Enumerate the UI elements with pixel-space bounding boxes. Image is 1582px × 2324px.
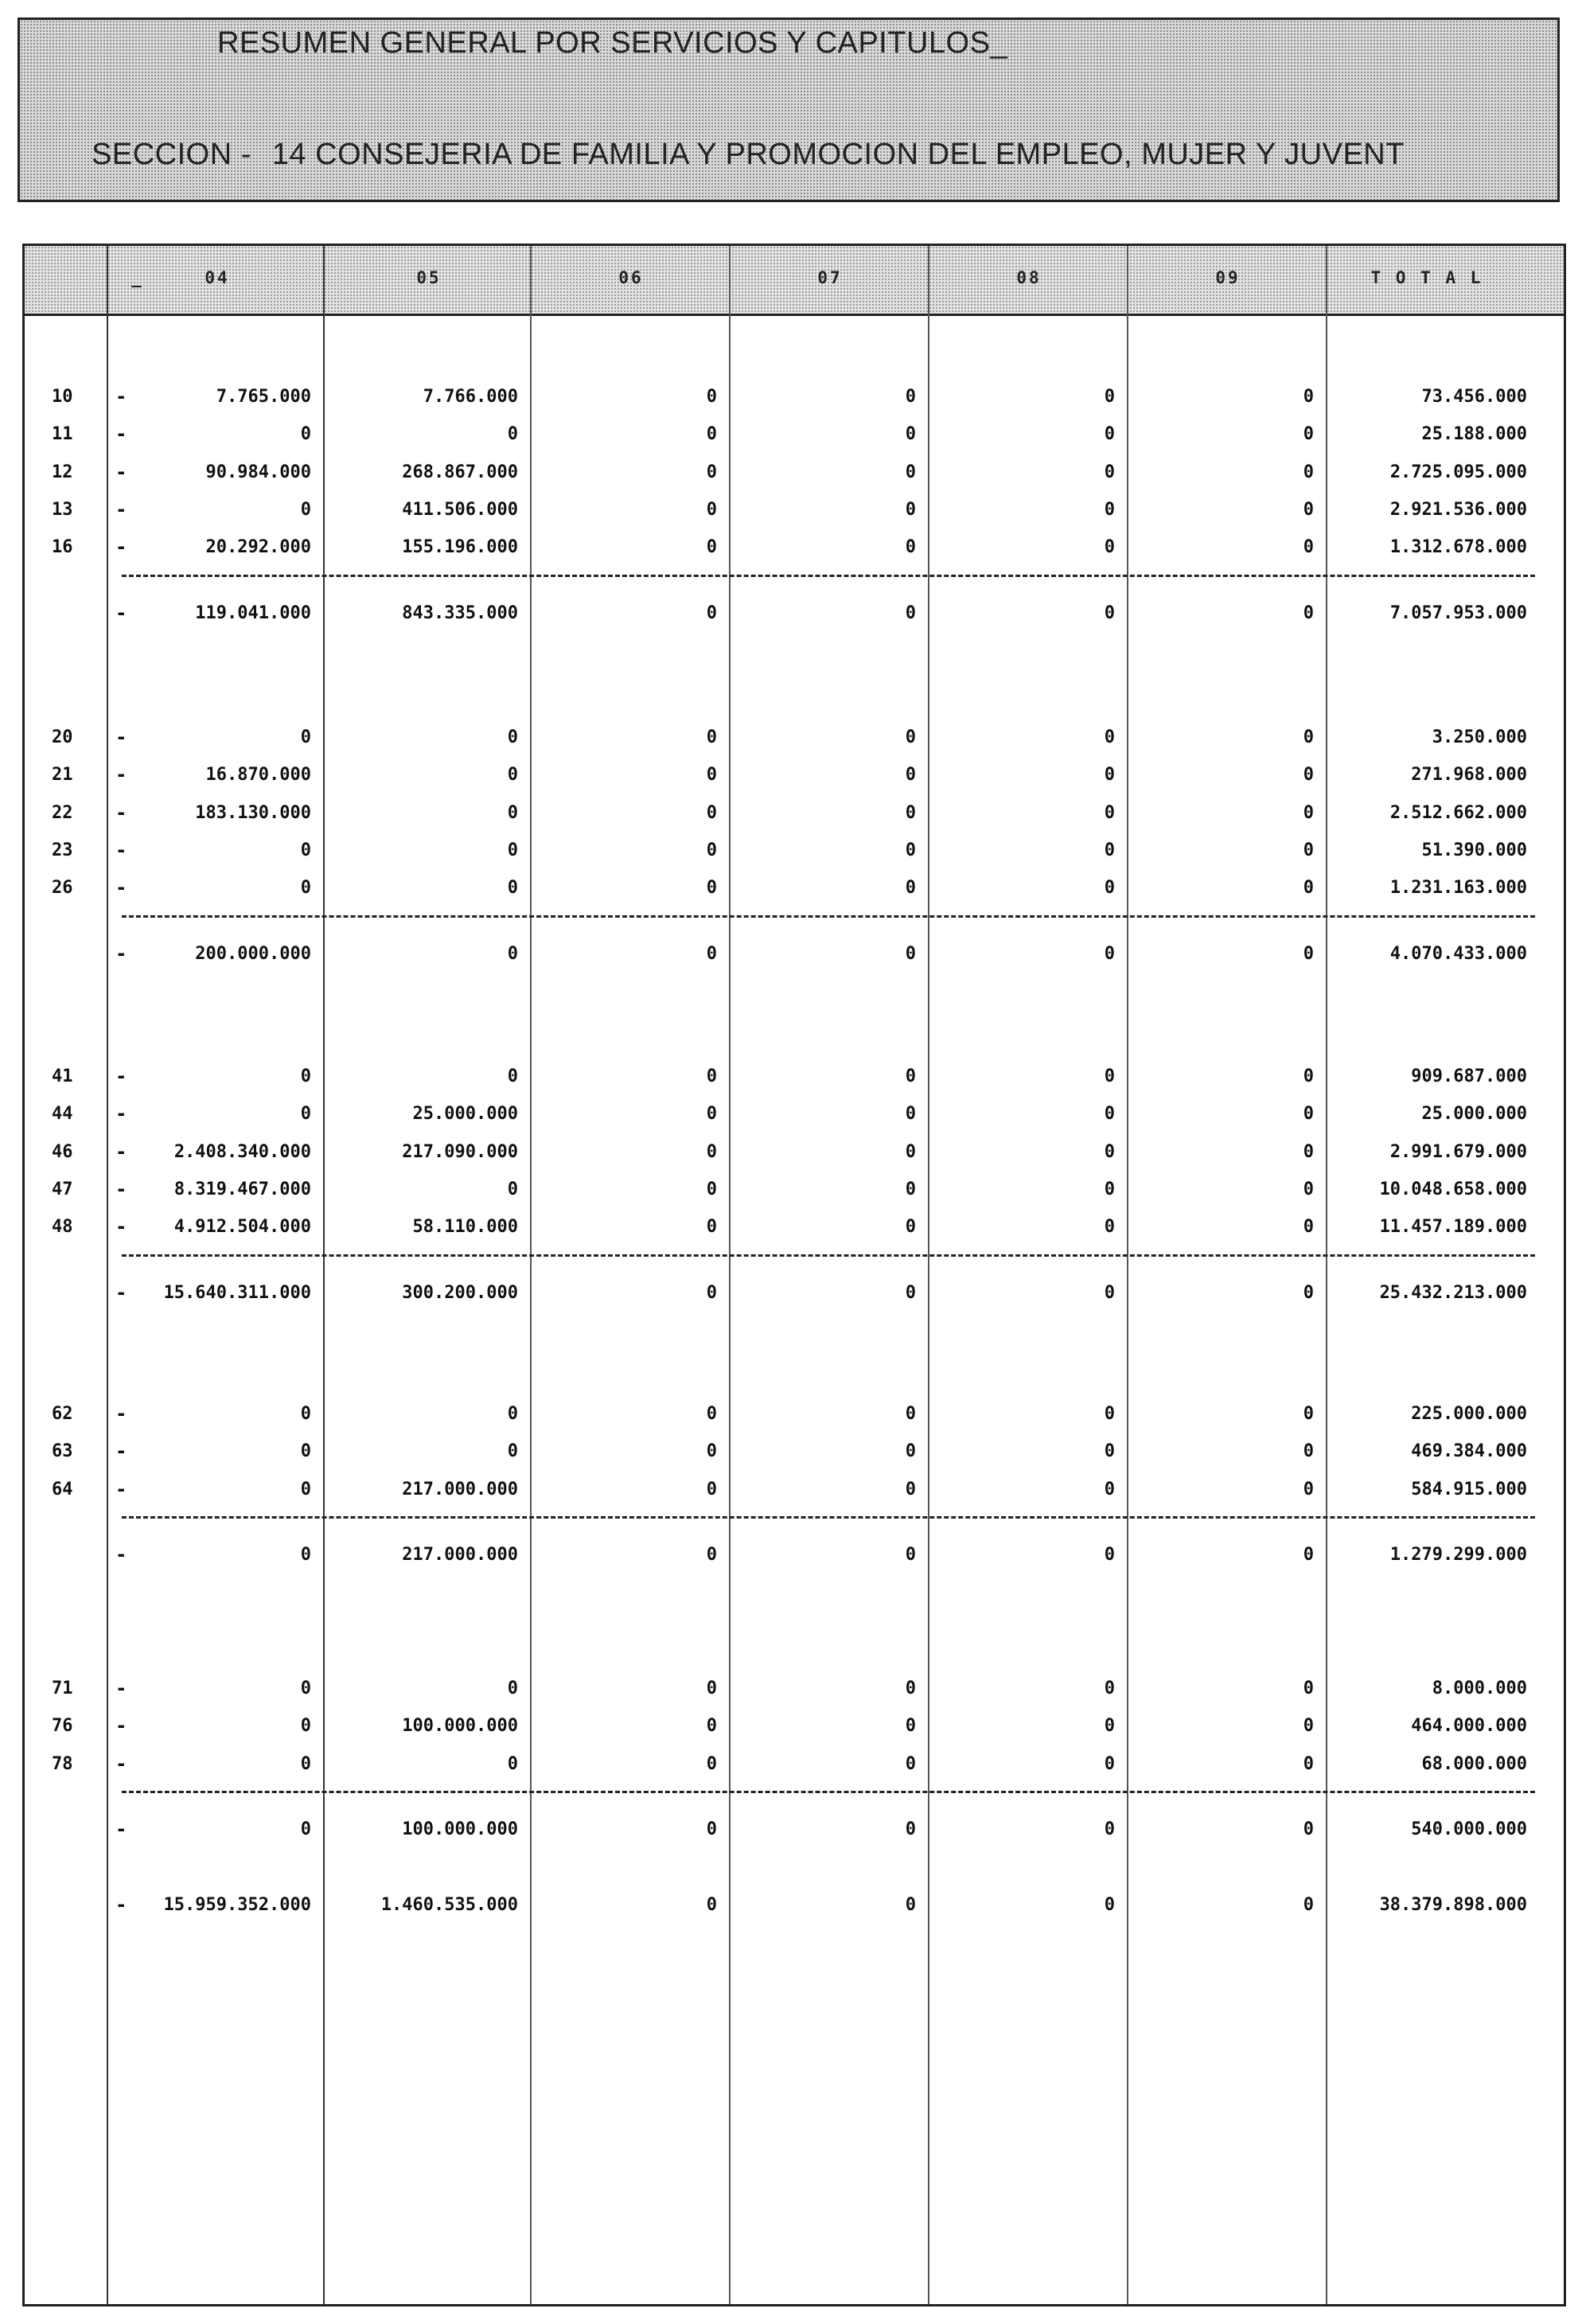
table-row-value: 90.984.000 — [205, 462, 311, 482]
report-title: RESUMEN GENERAL POR SERVICIOS Y CAPITULOS_ — [217, 26, 1008, 60]
table-row-value: 0 — [1303, 424, 1314, 445]
table-row-value: 0 — [905, 1479, 916, 1499]
grand-total-row-value: 1.460.535.000 — [380, 1894, 518, 1915]
table-row-value: 0 — [507, 1066, 518, 1086]
table-row-value: 0 — [507, 765, 518, 786]
subtotal-row-value: 0 — [905, 943, 916, 964]
subtotal-row-value: 200.000.000 — [195, 943, 311, 964]
table-row-value: 0 — [300, 1679, 311, 1698]
table-row-value: 0 — [507, 1441, 518, 1462]
subtotal-separator — [122, 915, 1535, 918]
subtotal-separator — [122, 1791, 1535, 1793]
table-row-value: 0 — [1104, 802, 1115, 823]
row-code: 62 — [52, 1404, 73, 1424]
row-dash: - — [115, 1281, 127, 1304]
row-dash: - — [115, 1752, 127, 1775]
subtotal-row-value: 0 — [706, 1544, 717, 1565]
subtotal-row-value: 0 — [905, 1819, 916, 1839]
table-row-value: 0 — [1104, 840, 1115, 860]
table-row-value: 0 — [1303, 727, 1314, 747]
table-row-value: 58.110.000 — [412, 1217, 518, 1238]
subtotal-row-value: 0 — [706, 1282, 717, 1303]
table-row-value: 0 — [706, 499, 717, 520]
table-row-value: 16.870.000 — [205, 765, 311, 786]
report-header — [18, 18, 1560, 202]
subtotal-row-value: 0 — [1104, 943, 1115, 964]
table-row-value: 225.000.000 — [1411, 1404, 1527, 1424]
row-code: 71 — [52, 1679, 73, 1698]
table-row-value: 73.456.000 — [1421, 387, 1527, 407]
subtotal-row-value: 843.335.000 — [402, 602, 518, 623]
table-row-value: 0 — [706, 802, 717, 823]
table-row-value: 2.991.679.000 — [1389, 1141, 1527, 1162]
table-row-value: 0 — [1303, 1141, 1314, 1162]
table-row-value: 0 — [706, 1441, 717, 1462]
table-row-value: 0 — [706, 727, 717, 747]
table-row-value: 0 — [1303, 840, 1314, 860]
table-row-value: 0 — [1104, 462, 1115, 482]
subtotal-row-value: 0 — [706, 1819, 717, 1839]
table-row-value: 0 — [706, 1066, 717, 1086]
table-row-value: 0 — [905, 1441, 916, 1462]
row-code: 78 — [52, 1753, 73, 1774]
table-row-value: 0 — [507, 802, 518, 823]
row-dash: - — [115, 1477, 127, 1500]
table-row-value: 0 — [706, 1179, 717, 1199]
table-row-value: 0 — [1303, 1679, 1314, 1698]
table-row-value: 7.765.000 — [216, 387, 311, 407]
table-row-value: 0 — [1303, 1066, 1314, 1086]
table-row-value: 0 — [1104, 727, 1115, 747]
table-row-value: 0 — [706, 1679, 717, 1698]
row-dash: - — [115, 1140, 127, 1163]
table-row-value: 0 — [905, 840, 916, 860]
table-row-value: 0 — [905, 1104, 916, 1125]
table-row-value: 0 — [507, 840, 518, 860]
subtotal-separator — [122, 575, 1535, 577]
table-row-value: 0 — [1104, 1066, 1115, 1086]
row-code: 10 — [52, 387, 73, 407]
row-dash: - — [115, 1065, 127, 1087]
table-row-value: 0 — [1303, 878, 1314, 899]
grand-total-row-value: 15.959.352.000 — [163, 1894, 311, 1915]
table-row-value: 0 — [1303, 1716, 1314, 1737]
subtotal-row-value: 7.057.953.000 — [1389, 602, 1527, 623]
subtotal-row-value: 100.000.000 — [402, 1819, 518, 1839]
table-row-value: 3.250.000 — [1432, 727, 1527, 747]
column-divider — [323, 246, 325, 2304]
row-code: 26 — [52, 878, 73, 899]
table-row-value: 25.000.000 — [412, 1104, 518, 1125]
subtotal-row-value: 0 — [905, 1544, 916, 1565]
row-code: 47 — [52, 1179, 73, 1199]
table-row-value: 0 — [1104, 1716, 1115, 1737]
table-row-value: 8.319.467.000 — [173, 1179, 311, 1199]
table-row-value: 909.687.000 — [1411, 1066, 1527, 1086]
row-dash: - — [115, 1215, 127, 1238]
table-row-value: 155.196.000 — [402, 537, 518, 558]
table-row-value: 0 — [1104, 1441, 1115, 1462]
table-row-value: 0 — [905, 462, 916, 482]
table-row-value: 0 — [300, 840, 311, 860]
column-header-04: 04 — [205, 268, 230, 287]
row-dash: - — [115, 1893, 127, 1916]
table-row-value: 0 — [1303, 765, 1314, 786]
table-row-value: 0 — [905, 537, 916, 558]
section-line — [92, 138, 1405, 172]
table-row-value: 0 — [1104, 1179, 1115, 1199]
table-row-value: 0 — [905, 802, 916, 823]
table-row-value: 0 — [1303, 1104, 1314, 1125]
row-dash: - — [115, 1102, 127, 1125]
grand-total-row-value: 0 — [706, 1894, 717, 1915]
row-dash: - — [115, 801, 127, 824]
grand-total-row-value: 0 — [1303, 1894, 1314, 1915]
table-row-value: 469.384.000 — [1411, 1441, 1527, 1462]
subtotal-row-value: 119.041.000 — [195, 602, 311, 623]
table-row-value: 0 — [706, 765, 717, 786]
table-row-value: 2.725.095.000 — [1389, 462, 1527, 482]
subtotal-row-value: 0 — [1303, 602, 1314, 623]
table-row-value: 10.048.658.000 — [1379, 1179, 1527, 1199]
table-row-value: 0 — [507, 878, 518, 899]
row-code: 12 — [52, 462, 73, 482]
table-row-value: 1.231.163.000 — [1389, 878, 1527, 899]
table-row-value: 68.000.000 — [1421, 1753, 1527, 1774]
table-row-value: 0 — [905, 1404, 916, 1424]
table-row-value: 7.766.000 — [423, 387, 518, 407]
row-code: 11 — [52, 424, 73, 445]
table-row-value: 0 — [1303, 1441, 1314, 1462]
table-row-value: 0 — [300, 1716, 311, 1737]
table-row-value: 0 — [1104, 765, 1115, 786]
subtotal-row-value: 0 — [706, 602, 717, 623]
column-header-05: 05 — [416, 268, 442, 287]
table-row-value: 0 — [507, 727, 518, 747]
subtotal-row-value: 0 — [905, 1282, 916, 1303]
table-row-value: 11.457.189.000 — [1379, 1217, 1527, 1238]
table-row-value: 0 — [905, 1679, 916, 1698]
table-row-value: 0 — [1104, 1104, 1115, 1125]
column-header-08: 08 — [1016, 268, 1042, 287]
table-row-value: 51.390.000 — [1421, 840, 1527, 860]
table-row-value: 0 — [905, 765, 916, 786]
subtotal-row-value: 25.432.213.000 — [1379, 1282, 1527, 1303]
row-code: 48 — [52, 1217, 73, 1238]
subtotal-row-value: 0 — [1104, 602, 1115, 623]
row-dash: - — [115, 601, 127, 624]
row-code: 63 — [52, 1441, 73, 1462]
subtotal-row-value: 0 — [1104, 1544, 1115, 1565]
table-row-value: 0 — [1303, 802, 1314, 823]
subtotal-row-value: 0 — [1303, 1544, 1314, 1565]
subtotal-separator — [122, 1254, 1535, 1257]
subtotal-row-value: 0 — [1303, 1282, 1314, 1303]
subtotal-row-value: 217.000.000 — [402, 1544, 518, 1565]
table-row-value: 183.130.000 — [195, 802, 311, 823]
subtotal-row-value: 0 — [1104, 1819, 1115, 1839]
row-code: 22 — [52, 802, 73, 823]
column-header-07: 07 — [817, 268, 843, 287]
table-row-value: 0 — [905, 727, 916, 747]
table-row-value: 217.000.000 — [402, 1479, 518, 1499]
table-row-value: 0 — [706, 1104, 717, 1125]
subtotal-separator — [122, 1516, 1535, 1519]
table-row-value: 268.867.000 — [402, 462, 518, 482]
row-code: 16 — [52, 537, 73, 558]
table-row-value: 2.408.340.000 — [173, 1141, 311, 1162]
table-row-value: 0 — [1104, 499, 1115, 520]
table-row-value: 411.506.000 — [402, 499, 518, 520]
table-row-value: 4.912.504.000 — [173, 1217, 311, 1238]
table-row-value: 0 — [1303, 1217, 1314, 1238]
row-code: 41 — [52, 1066, 73, 1086]
subtotal-row-value: 540.000.000 — [1411, 1819, 1527, 1839]
subtotal-row-value: 300.200.000 — [402, 1282, 518, 1303]
table-row-value: 0 — [507, 1179, 518, 1199]
table-row-value: 0 — [905, 1753, 916, 1774]
row-dash: - — [115, 1677, 127, 1699]
row-dash: - — [115, 423, 127, 446]
table-row-value: 1.312.678.000 — [1389, 537, 1527, 558]
table-row-value: 464.000.000 — [1411, 1716, 1527, 1737]
table-row-value: 0 — [1303, 1479, 1314, 1499]
column-header-blank: _ — [131, 268, 144, 287]
table-row-value: 0 — [706, 1753, 717, 1774]
table-row-value: 584.915.000 — [1411, 1479, 1527, 1499]
table-row-value: 0 — [507, 1753, 518, 1774]
table-row-value: 0 — [300, 1441, 311, 1462]
subtotal-row-value: 0 — [706, 943, 717, 964]
table-row-value: 25.188.000 — [1421, 424, 1527, 445]
section-name: 14 CONSEJERIA DE FAMILIA Y PROMOCION DEL EMPLEO, MUJER Y JUVENT — [271, 138, 1405, 171]
table-row-value: 0 — [706, 878, 717, 899]
table-row-value: 0 — [300, 1066, 311, 1086]
table-row-value: 0 — [300, 1753, 311, 1774]
row-dash: - — [115, 1714, 127, 1737]
table-row-value: 0 — [1104, 537, 1115, 558]
table-row-value: 0 — [1104, 1753, 1115, 1774]
table-row-value: 0 — [1303, 1179, 1314, 1199]
row-code: 13 — [52, 499, 73, 520]
table-row-value: 0 — [706, 387, 717, 407]
subtotal-row-value: 0 — [507, 943, 518, 964]
subtotal-row-value: 0 — [300, 1819, 311, 1839]
row-code: 76 — [52, 1716, 73, 1737]
table-row-value: 217.090.000 — [402, 1141, 518, 1162]
table-row-value: 0 — [905, 387, 916, 407]
row-dash: - — [115, 536, 127, 559]
table-row-value: 0 — [1303, 387, 1314, 407]
table-row-value: 0 — [300, 727, 311, 747]
column-header-total: T O T A L — [1370, 268, 1483, 287]
column-divider — [1326, 246, 1327, 2304]
grand-total-row-value: 38.379.898.000 — [1379, 1894, 1527, 1915]
summary-table — [22, 244, 1566, 2306]
table-row-value: 0 — [706, 1479, 717, 1499]
table-row-value: 0 — [905, 1716, 916, 1737]
table-row-value: 8.000.000 — [1432, 1679, 1527, 1698]
table-row-value: 0 — [905, 878, 916, 899]
row-dash: - — [115, 838, 127, 861]
table-row-value: 0 — [1303, 1753, 1314, 1774]
table-row-value: 0 — [507, 424, 518, 445]
row-code: 21 — [52, 765, 73, 786]
table-row-value: 0 — [706, 1404, 717, 1424]
section-label: SECCION - — [92, 138, 251, 171]
table-row-value: 0 — [706, 1217, 717, 1238]
grand-total-row-value: 0 — [1104, 1894, 1115, 1915]
table-row-value: 0 — [905, 499, 916, 520]
subtotal-row-value: 0 — [1303, 1819, 1314, 1839]
table-row-value: 0 — [507, 1679, 518, 1698]
table-row-value: 0 — [1303, 1404, 1314, 1424]
table-row-value: 100.000.000 — [402, 1716, 518, 1737]
row-code: 44 — [52, 1104, 73, 1125]
row-dash: - — [115, 876, 127, 899]
table-row-value: 0 — [1303, 537, 1314, 558]
table-row-value: 0 — [300, 1479, 311, 1499]
table-row-value: 2.512.662.000 — [1389, 802, 1527, 823]
table-row-value: 0 — [300, 1404, 311, 1424]
table-row-value: 271.968.000 — [1411, 765, 1527, 786]
row-code: 64 — [52, 1479, 73, 1499]
row-dash: - — [115, 1402, 127, 1425]
subtotal-row-value: 4.070.433.000 — [1389, 943, 1527, 964]
table-row-value: 0 — [706, 1141, 717, 1162]
subtotal-row-value: 0 — [905, 602, 916, 623]
row-dash: - — [115, 1177, 127, 1200]
row-dash: - — [115, 1542, 127, 1566]
table-row-value: 0 — [1104, 1141, 1115, 1162]
table-row-value: 0 — [1104, 1679, 1115, 1698]
grand-total-row-value: 0 — [905, 1894, 916, 1915]
table-row-value: 0 — [1104, 878, 1115, 899]
column-header-09: 09 — [1215, 268, 1241, 287]
table-row-value: 25.000.000 — [1421, 1104, 1527, 1125]
table-row-value: 0 — [905, 1217, 916, 1238]
row-dash: - — [115, 942, 127, 965]
table-row-value: 0 — [1303, 462, 1314, 482]
row-dash: - — [115, 763, 127, 786]
table-row-value: 0 — [905, 1179, 916, 1199]
table-row-value: 0 — [1104, 387, 1115, 407]
table-row-value: 20.292.000 — [205, 537, 311, 558]
row-dash: - — [115, 497, 127, 521]
table-row-value: 0 — [1104, 1479, 1115, 1499]
subtotal-row-value: 0 — [300, 1544, 311, 1565]
subtotal-row-value: 0 — [1104, 1282, 1115, 1303]
table-row-value: 0 — [300, 1104, 311, 1125]
table-row-value: 0 — [1104, 1217, 1115, 1238]
table-row-value: 0 — [706, 462, 717, 482]
table-row-value: 0 — [507, 1404, 518, 1424]
table-row-value: 0 — [706, 424, 717, 445]
subtotal-row-value: 15.640.311.000 — [163, 1282, 311, 1303]
subtotal-row-value: 0 — [1303, 943, 1314, 964]
column-divider — [107, 246, 108, 2304]
table-row-value: 0 — [1104, 424, 1115, 445]
row-dash: - — [115, 1440, 127, 1463]
row-dash: - — [115, 726, 127, 748]
table-row-value: 0 — [300, 424, 311, 445]
column-header-06: 06 — [618, 268, 644, 287]
row-code: 46 — [52, 1141, 73, 1162]
table-row-value: 0 — [1104, 1404, 1115, 1424]
table-row-value: 0 — [706, 1716, 717, 1737]
table-row-value: 0 — [706, 537, 717, 558]
row-dash: - — [115, 1817, 127, 1840]
table-row-value: 0 — [300, 878, 311, 899]
table-row-value: 0 — [905, 1066, 916, 1086]
table-row-value: 0 — [905, 1141, 916, 1162]
row-code: 23 — [52, 840, 73, 860]
row-code: 20 — [52, 727, 73, 747]
row-dash: - — [115, 460, 127, 483]
table-row-value: 0 — [1303, 499, 1314, 520]
table-row-value: 0 — [300, 499, 311, 520]
table-row-value: 2.921.536.000 — [1389, 499, 1527, 520]
subtotal-row-value: 1.279.299.000 — [1389, 1544, 1527, 1565]
row-dash: - — [115, 385, 127, 407]
table-row-value: 0 — [905, 424, 916, 445]
table-row-value: 0 — [706, 840, 717, 860]
